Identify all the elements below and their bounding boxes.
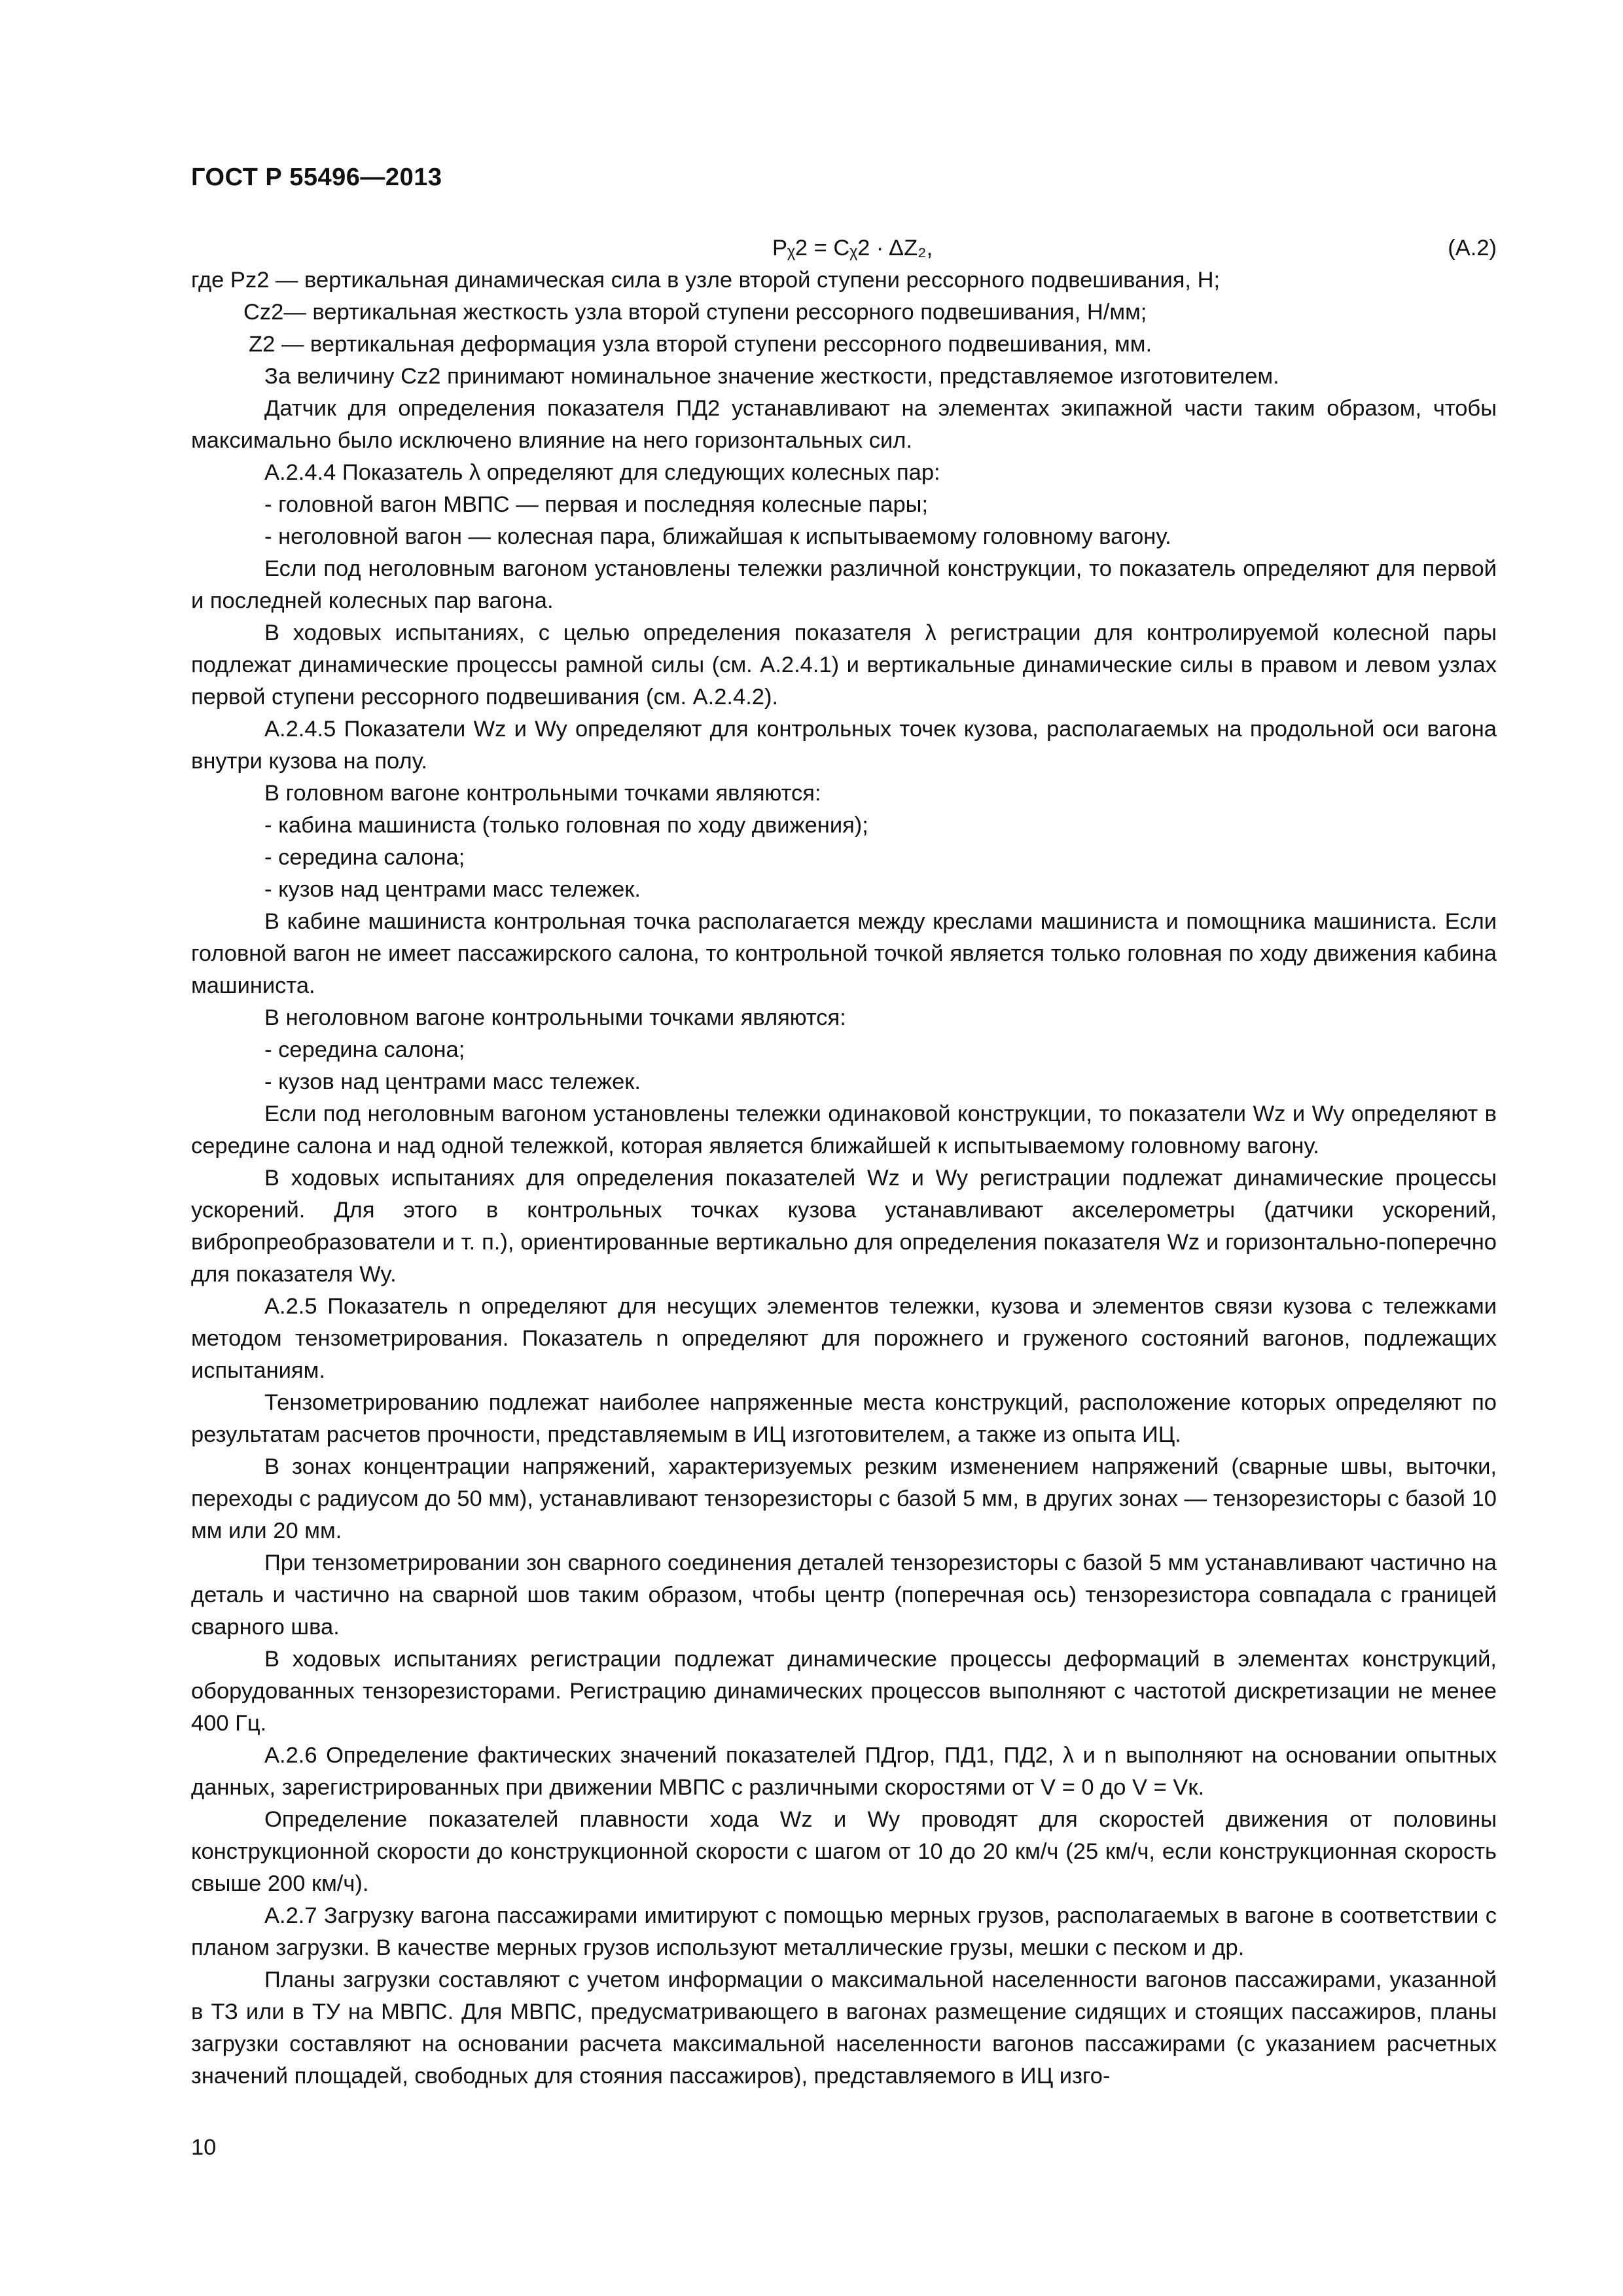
paragraph: В ходовых испытаниях, с целью определения показателя λ регистрации для контролируемой колесной пары подлежат динамические процессы рамной силы (см. А.2.4.1) и вертикальные динамические силы в правом и левом узлах первой ступени рессорного подвешивания (см. А.2.4.2). <box>191 620 1497 709</box>
document-body <box>191 232 1497 2092</box>
paragraph: А.2.5 Показатель n определяют для несущих элементов тележки, кузова и элементов связи кузова с тележками методом тензометрирования. Показатель n определяют для порожнего и груженого состояний вагонов, подлежащих испытаниям. <box>191 1294 1497 1383</box>
paragraph: При тензометрировании зон сварного соединения деталей тензорезисторы с базой 5 мм устанавливают частично на деталь и частично на сварной шов таким образом, чтобы центр (поперечная ось) тензорезистора совпадала с границей сварного шва. <box>191 1551 1497 1640</box>
paragraph: Тензометрированию подлежат наиболее напряженные места конструкций, расположение которых определяют по результатам расчетов прочности, представляемым в ИЦ изготовителем, а также из опыта ИЦ. <box>191 1390 1497 1447</box>
paragraph: А.2.4.5 Показатели Wz и Wy определяют для контрольных точек кузова, располагаемых на продольной оси вагона внутри кузова на полу. <box>191 717 1497 774</box>
paragraph: Если под неголовным вагоном установлены тележки различной конструкции, то показатель определяют для первой и последней колесных пар вагона. <box>191 556 1497 613</box>
formula-number: (А.2) <box>1448 236 1497 260</box>
definition-line: Z2 — вертикальная деформация узла второй ступени рессорного подвешивания, мм. <box>249 332 1152 357</box>
definition-line: где Pz2 — вертикальная динамическая сила в узле второй ступени рессорного подвешивания, Н; <box>191 268 1221 293</box>
list-item: - неголовной вагон — колесная пара, ближайшая к испытываемому головному вагону. <box>264 524 1171 549</box>
paragraph: А.2.6 Определение фактических значений показателей ПДгор, ПД1, ПД2, λ и n выполняют на основании опытных данных, зарегистрированных при движении МВПС с различными скоростями от V = 0 до V = Vк. <box>191 1743 1497 1800</box>
paragraph: Если под неголовным вагоном установлены тележки одинаковой конструкции, то показатели Wz и Wy определяют в середине салона и над одной тележкой, которая является ближайшей к испытываемому головному вагону. <box>191 1102 1497 1158</box>
paragraph: За величину Cz2 принимают номинальное значение жесткости, представляемое изготовителем. <box>264 364 1279 389</box>
paragraph: А.2.4.4 Показатель λ определяют для следующих колесных пар: <box>264 460 940 485</box>
formula: Pᵪ2 = Cᵪ2 · ΔZ₂, <box>772 236 933 260</box>
paragraph: В ходовых испытаниях для определения показателей Wz и Wy регистрации подлежат динамические процессы ускорений. Для этого в контрольных точках кузова устанавливают акселерометры (датчики ускорений, вибропреобразователи и т. п.), ориентированные вертикально для определения показателя Wz и горизонтально-поперечно для показателя Wy. <box>191 1166 1497 1287</box>
paragraph: Определение показателей плавности хода Wz и Wy проводят для скоростей движения от половины конструкционной скорости до конструкционной скорости с шагом от 10 до 20 км/ч (25 км/ч, если конструкционная скорость свыше 200 км/ч). <box>191 1807 1497 1896</box>
paragraph: В кабине машиниста контрольная точка располагается между креслами машиниста и помощника машиниста. Если головной вагон не имеет пассажирского салона, то контрольной точкой является только головная по ходу движения кабина машиниста. <box>191 909 1497 998</box>
list-item: - головной вагон МВПС — первая и последняя колесные пары; <box>264 492 929 517</box>
paragraph: Датчик для определения показателя ПД2 устанавливают на элементах экипажной части таким образом, чтобы максимально было исключено влияние на него горизонтальных сил. <box>191 396 1497 453</box>
list-item: - середина салона; <box>264 1037 465 1062</box>
list-item: - кузов над центрами масс тележек. <box>264 877 641 902</box>
document-header: ГОСТ Р 55496—2013 <box>191 164 442 191</box>
formula-row <box>191 232 1497 264</box>
list-item: - кузов над центрами масс тележек. <box>264 1069 641 1094</box>
definition-line: Cz2— вертикальная жесткость узла второй ступени рессорного подвешивания, Н/мм; <box>243 300 1147 325</box>
list-item: - кабина машиниста (только головная по ходу движения); <box>264 813 868 838</box>
paragraph: Планы загрузки составляют с учетом информации о максимальной населенности вагонов пассажирами, указанной в ТЗ или в ТУ на МВПС. Для МВПС, предусматривающего в вагонах размещение сидящих и стоящих пассажиров, планы загрузки составляют на основании расчета максимальной населенности вагонов пассажирами (с указанием расчетных значений площадей, свободных для стояния пассажиров), представляемого в ИЦ изго- <box>191 1967 1497 2089</box>
paragraph: А.2.7 Загрузку вагона пассажирами имитируют с помощью мерных грузов, располагаемых в вагоне в соответствии с планом загрузки. В качестве мерных грузов используют металлические грузы, мешки с песком и др. <box>191 1903 1497 1960</box>
paragraph: В ходовых испытаниях регистрации подлежат динамические процессы деформаций в элементах конструкций, оборудованных тензорезисторами. Регистрацию динамических процессов выполняют с частотой дискретизации не менее 400 Гц. <box>191 1647 1497 1736</box>
paragraph: В неголовном вагоне контрольными точками являются: <box>264 1005 846 1030</box>
page-number: 10 <box>191 2135 217 2160</box>
paragraph: В головном вагоне контрольными точками являются: <box>264 781 821 806</box>
paragraph: В зонах концентрации напряжений, характеризуемых резким изменением напряжений (сварные швы, выточки, переходы с радиусом до 50 мм), устанавливают тензорезисторы с базой 5 мм, в других зонах — тензорезисторы с базой 10 мм или 20 мм. <box>191 1454 1497 1543</box>
list-item: - середина салона; <box>264 845 465 870</box>
